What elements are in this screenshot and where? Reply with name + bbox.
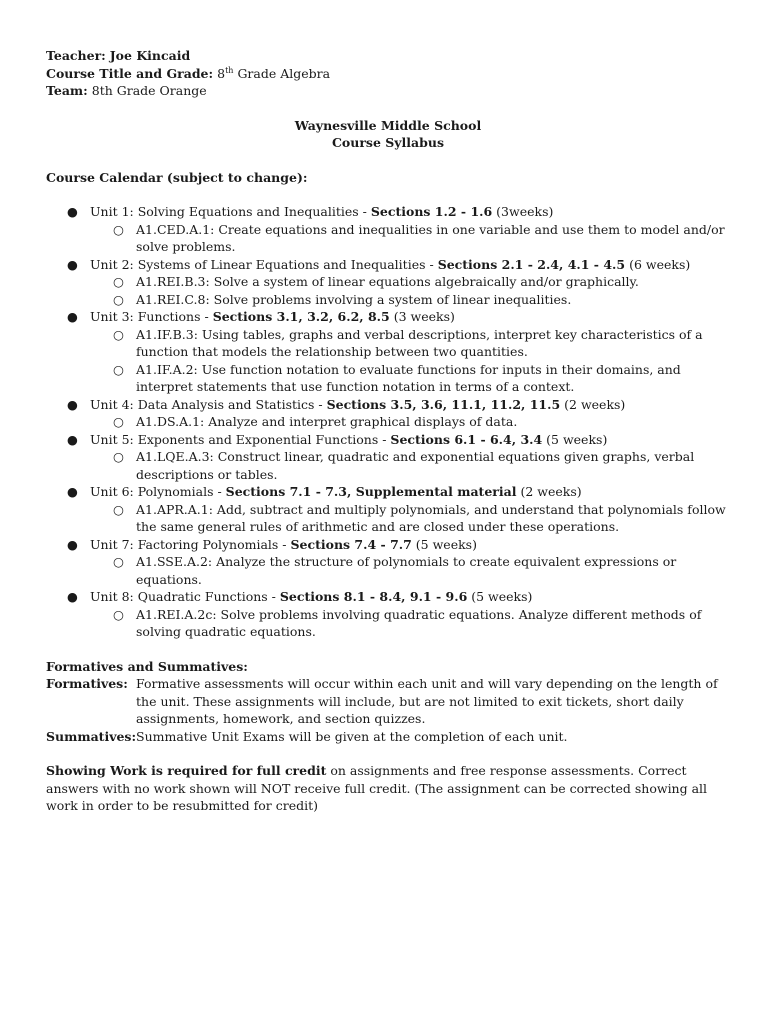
team-line: [46, 82, 730, 100]
unit-duration: (5 weeks): [467, 589, 533, 604]
standard-text: A1.DS.A.1: Analyze and interpret graphical displays of data.: [136, 414, 518, 429]
standard-text: A1.APR.A.1: Add, subtract and multiply polynomials, and understand that polynomials follow the same general rules of arithmetic and are closed under these operations.: [136, 501, 726, 534]
unit-duration: (3weeks): [492, 204, 554, 219]
unit-sections: Sections 6.1 - 6.4, 3.4: [390, 431, 543, 447]
team-value: 8th Grade Orange: [91, 83, 207, 98]
unit-name: Unit 2: Systems of Linear Equations and Inequalities -: [90, 256, 438, 272]
unit-sections: Sections 1.2 - 1.6: [370, 204, 493, 219]
standard-item: [90, 361, 730, 396]
circle-bullet-icon: ○: [113, 221, 124, 237]
unit-name: Unit 8: Quadratic Functions -: [90, 589, 280, 604]
unit-sections: Sections 2.1 - 2.4, 4.1 - 4.5: [437, 256, 626, 272]
circle-bullet-icon: ○: [113, 361, 124, 377]
standard-text: A1.REI.C.8: Solve problems involving a system of linear inequalities.: [136, 291, 572, 307]
unit-item: [46, 256, 730, 309]
work-note: [46, 762, 730, 815]
unit-item: [46, 431, 730, 484]
unit-duration: (2 weeks): [516, 484, 582, 499]
units-list: [46, 203, 730, 641]
teacher-line: [46, 47, 730, 65]
course-grade-sup: th: [225, 65, 234, 75]
standards-list: [90, 273, 730, 308]
course-label: Course Title and Grade:: [46, 65, 214, 81]
circle-bullet-icon: ○: [113, 414, 124, 429]
document-title: [46, 117, 730, 152]
circle-bullet-icon: ○: [113, 449, 124, 464]
bullet-icon: ●: [67, 309, 78, 324]
unit-duration: (2 weeks): [560, 396, 626, 412]
circle-bullet-icon: ○: [113, 274, 124, 289]
unit-name: Unit 6: Polynomials -: [90, 484, 226, 499]
bullet-icon: ●: [67, 256, 78, 272]
course-grade-num: 8: [217, 65, 226, 81]
standard-item: [90, 553, 730, 588]
standards-list: [90, 413, 730, 431]
bullet-icon: ●: [67, 484, 78, 499]
standard-text: A1.IF.B.3: Using tables, graphs and verbal descriptions, interpret key characteristics of a function that models the relationship between two quantities.: [136, 326, 703, 359]
standards-list: [90, 326, 730, 396]
unit-name: Unit 7: Factoring Polynomials -: [90, 536, 291, 552]
circle-bullet-icon: ○: [113, 606, 124, 622]
standards-list: [90, 448, 730, 483]
standards-list: [90, 606, 730, 641]
course-line: [46, 65, 730, 83]
work-note-bold: Showing Work is required for full credit: [46, 763, 327, 778]
calendar-heading: Course Calendar (subject to change):: [46, 169, 308, 185]
unit-duration: (6 weeks): [625, 256, 691, 272]
circle-bullet-icon: ○: [113, 501, 124, 517]
standard-item: [90, 501, 730, 536]
standard-text: A1.SSE.A.2: Analyze the structure of polynomials to create equivalent expressions or equations.: [136, 554, 677, 587]
bullet-icon: ●: [67, 589, 78, 604]
unit-sections: Sections 7.4 - 7.7: [290, 536, 412, 552]
unit-item: [46, 536, 730, 589]
standard-item: [90, 413, 730, 431]
unit-sections: Sections 3.1, 3.2, 6.2, 8.5: [212, 309, 390, 324]
unit-sections: Sections 8.1 - 8.4, 9.1 - 9.6: [279, 589, 468, 604]
unit-name: Unit 4: Data Analysis and Statistics -: [90, 396, 327, 412]
standard-item: [90, 221, 730, 256]
standard-text: A1.LQE.A.3: Construct linear, quadratic and exponential equations given graphs, verbal descriptions or tables.: [136, 449, 695, 482]
unit-sections: Sections 3.5, 3.6, 11.1, 11.2, 11.5: [326, 396, 561, 412]
unit-duration: (5 weeks): [411, 536, 477, 552]
unit-item: [46, 203, 730, 256]
bullet-icon: ●: [67, 396, 78, 412]
standard-item: [90, 273, 730, 291]
formatives-text: Formative assessments will occur within each unit and will vary depending on the length of the unit. These assignments will include, but are not limited to exit tickets, short daily assignments, homework, and section quizzes.: [136, 676, 718, 726]
formatives-row: [46, 675, 730, 728]
unit-item: [46, 308, 730, 396]
standards-list: [90, 501, 730, 536]
standard-text: A1.CED.A.1: Create equations and inequalities in one variable and use them to model and/or solve problems.: [136, 221, 725, 254]
team-label: Team:: [46, 83, 88, 98]
unit-duration: (3 weeks): [389, 309, 455, 324]
standards-list: [90, 553, 730, 588]
school-name: Waynesville Middle School: [294, 117, 482, 133]
circle-bullet-icon: ○: [113, 554, 124, 569]
work-note-rest: on assignments and free response assessments. Correct answers with no work shown will NOT receive full credit. (The assignment can be corrected showing all work in order to be resubmitted for credit): [46, 763, 708, 813]
summatives-label: Summatives:: [46, 728, 137, 744]
bullet-icon: ●: [67, 204, 78, 219]
standard-item: [90, 448, 730, 483]
standard-text: A1.REI.A.2c: Solve problems involving quadratic equations. Analyze different methods of solving quadratic equations.: [136, 606, 702, 639]
teacher-label: Teacher:: [46, 48, 106, 63]
doc-title: Course Syllabus: [331, 135, 445, 150]
standards-list: [90, 221, 730, 256]
unit-item: [46, 588, 730, 641]
summatives-row: [46, 728, 730, 746]
standard-item: [90, 606, 730, 641]
unit-item: [46, 396, 730, 431]
standard-text: A1.REI.B.3: Solve a system of linear equations algebraically and/or graphically.: [136, 274, 639, 289]
bullet-icon: ●: [67, 431, 78, 447]
unit-name: Unit 1: Solving Equations and Inequalities -: [90, 204, 371, 219]
circle-bullet-icon: ○: [113, 291, 124, 307]
formatives-label: Formatives:: [46, 676, 128, 691]
bullet-icon: ●: [67, 536, 78, 552]
circle-bullet-icon: ○: [113, 326, 124, 342]
unit-name: Unit 5: Exponents and Exponential Functions -: [90, 431, 391, 447]
unit-sections: Sections 7.1 - 7.3, Supplemental material: [225, 484, 517, 499]
unit-duration: (5 weeks): [542, 431, 608, 447]
teacher-name: Joe Kincaid: [109, 48, 191, 63]
unit-item: [46, 483, 730, 536]
unit-name: Unit 3: Functions -: [90, 309, 213, 324]
course-grade-rest: Grade Algebra: [237, 65, 331, 81]
standard-item: [90, 291, 730, 309]
standard-text: A1.IF.A.2: Use function notation to evaluate functions for inputs in their domains, and interpret statements that use function notation in terms of a context.: [136, 361, 681, 394]
standard-item: [90, 326, 730, 361]
assessments-heading: Formatives and Summatives:: [46, 658, 248, 674]
summatives-text: Summative Unit Exams will be given at the completion of each unit.: [136, 728, 568, 744]
